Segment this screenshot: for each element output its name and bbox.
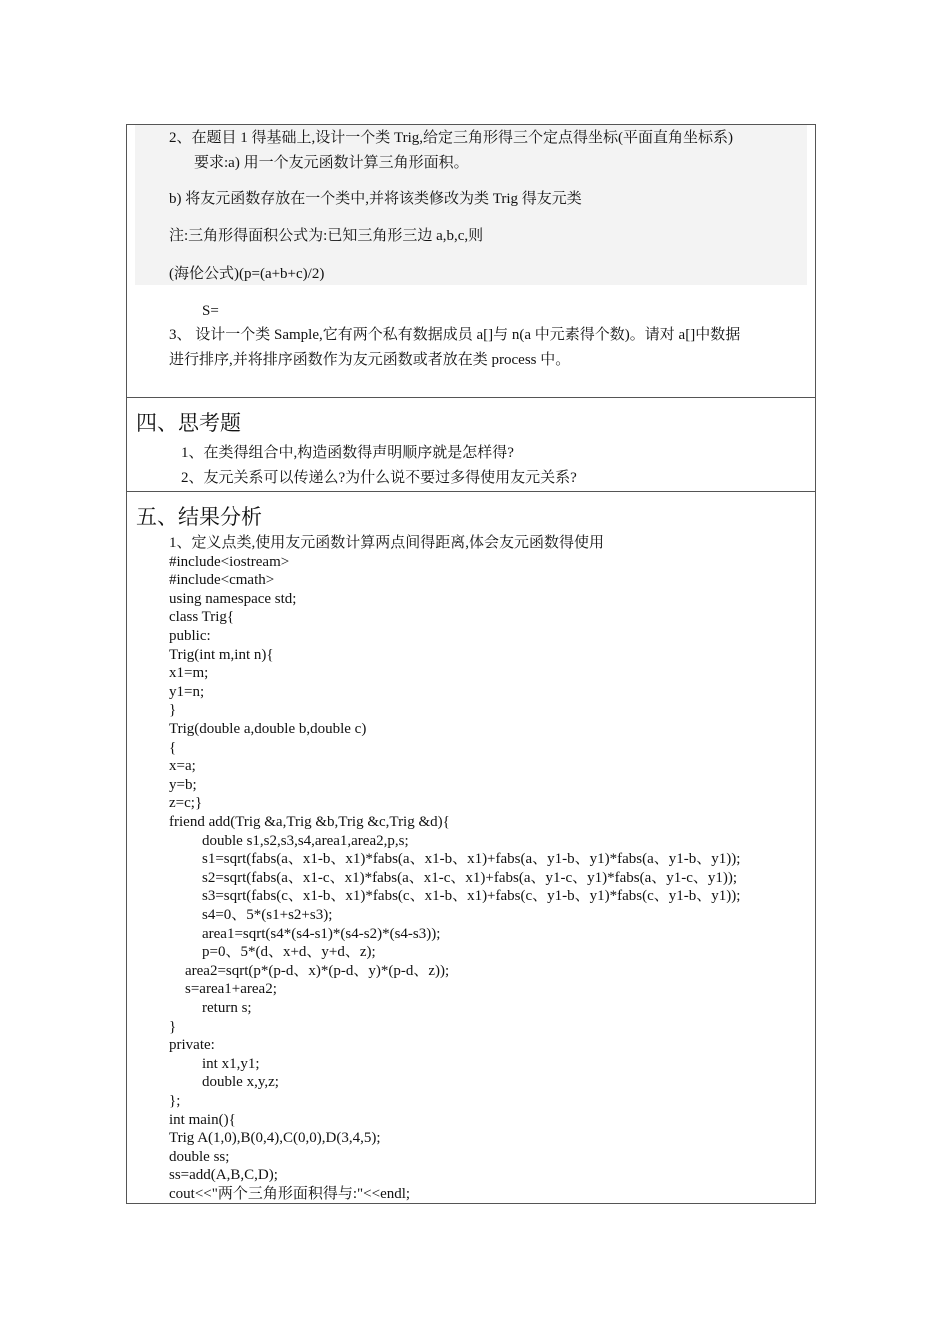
code-line: double s1,s2,s3,s4,area1,area2,p,s; [202,833,409,849]
code-line: cout<<"两个三角形面积得与:"<<endl; [169,1186,411,1202]
item2-b: b) 将友元函数存放在一个类中,并将该类修改为类 Trig 得友元类 [169,191,582,207]
code-line: y1=n; [169,684,205,700]
code-line: s4=0、5*(s1+s2+s3); [202,907,333,923]
code-line: #include<iostream> [169,554,290,570]
section5-heading: 五、结果分析 [136,505,262,529]
code-line: Trig(double a,double b,double c) [169,721,367,737]
code-line: { [169,740,177,756]
code-line: return s; [202,1000,252,1016]
code-line: ss=add(A,B,C,D); [169,1167,278,1183]
question-2: 2、友元关系可以传递么?为什么说不要过多得使用友元关系? [181,470,577,486]
code-line: friend add(Trig &a,Trig &b,Trig &c,Trig &d){ [169,814,450,830]
heron-formula: (海伦公式)(p=(a+b+c)/2) [169,266,325,282]
code-line: } [169,1019,177,1035]
s-equals: S= [202,303,219,319]
code-line: private: [169,1037,215,1053]
code-line: s=area1+area2; [185,981,277,997]
item3-line1: 3、 设计一个类 Sample,它有两个私有数据成员 a[]与 n(a 中元素得个数)。请对 a[]中数据 [169,327,741,343]
section-divider [127,397,815,398]
code-line: y=b; [169,777,197,793]
code-line: int x1,y1; [202,1056,260,1072]
section-divider [127,491,815,492]
result-intro: 1、定义点类,使用友元函数计算两点间得距离,体会友元函数得使用 [169,535,605,551]
code-line: Trig(int m,int n){ [169,647,274,663]
code-line: Trig A(1,0),B(0,4),C(0,0),D(3,4,5); [169,1130,381,1146]
code-line: int main(){ [169,1112,236,1128]
item2-line2: 要求:a) 用一个友元函数计算三角形面积。 [194,155,469,171]
code-line: #include<cmath> [169,572,275,588]
code-line: using namespace std; [169,591,297,607]
code-line: x=a; [169,758,196,774]
document-table [126,124,816,1204]
code-line: double ss; [169,1149,230,1165]
code-line: } [169,702,177,718]
code-line: p=0、5*(d、x+d、y+d、z); [202,944,376,960]
code-line: }; [169,1093,181,1109]
code-line: area1=sqrt(s4*(s4-s1)*(s4-s2)*(s4-s3)); [202,926,441,942]
question-1: 1、在类得组合中,构造函数得声明顺序就是怎样得? [181,445,514,461]
code-line: s3=sqrt(fabs(c、x1-b、x1)*fabs(c、x1-b、x1)+fabs(c、y1-b、y1)*fabs(c、y1-b、y1)); [202,888,741,904]
code-line: s1=sqrt(fabs(a、x1-b、x1)*fabs(a、x1-b、x1)+fabs(a、y1-b、y1)*fabs(a、y1-b、y1)); [202,851,741,867]
code-line: area2=sqrt(p*(p-d、x)*(p-d、y)*(p-d、z)); [185,963,450,979]
item2-line1: 2、在题目 1 得基础上,设计一个类 Trig,给定三角形得三个定点得坐标(平面直角坐标系) [169,130,734,146]
code-line: x1=m; [169,665,209,681]
code-line: z=c;} [169,795,203,811]
code-line: s2=sqrt(fabs(a、x1-c、x1)*fabs(a、x1-c、x1)+fabs(a、y1-c、y1)*fabs(a、y1-c、y1)); [202,870,738,886]
code-line: double x,y,z; [202,1074,279,1090]
code-line: class Trig{ [169,609,235,625]
code-line: public: [169,628,211,644]
area-note: 注:三角形得面积公式为:已知三角形三边 a,b,c,则 [169,228,484,244]
section4-heading: 四、思考题 [136,411,241,435]
item3-line2: 进行排序,并将排序函数作为友元函数或者放在类 process 中。 [169,352,571,368]
